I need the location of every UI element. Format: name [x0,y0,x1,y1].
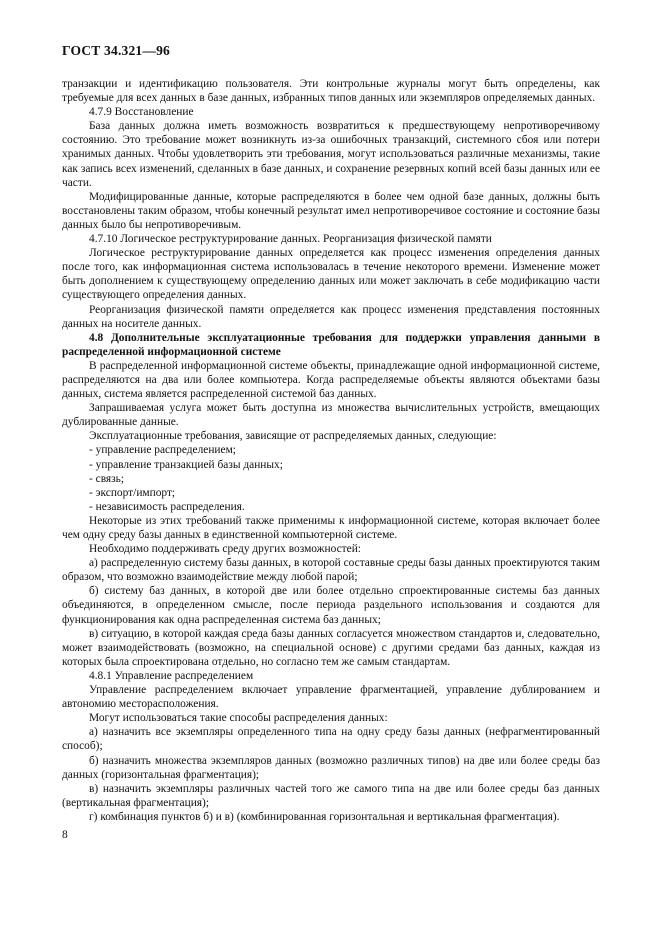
list-item: в) назначить экземпляры различных частей того же самого типа на две или более среды баз данных (вертикальная фрагментация); [62,782,600,809]
section-heading: 4.8.1 Управление распределением [89,669,254,682]
paragraph: Реорганизация физической памяти определяется как процесс изменения представления постоянных данных на носителе данных. [62,303,600,330]
list-item: б) назначить множества экземпляров данных (возможно различных типов) на две или более среды баз данных (горизонтальная фрагментация); [62,754,600,781]
paragraph: Необходимо поддерживать среду других возможностей: [89,543,361,556]
list-item: - связь; [89,472,125,485]
list-item: - независимость распределения. [89,500,245,513]
list-item: г) комбинация пунктов б) и в) (комбинированная горизонтальная и вертикальная фрагментация). [89,810,560,823]
paragraph: Могут использоваться такие способы распределения данных: [89,712,388,725]
paragraph: Модифицированные данные, которые распределяются в более чем одной базе данных, должны быть восстановлены таким образом, чтобы конечный результат имел непротиворечивое состояние и состояние базы данных было бы непротиворечивым. [62,190,600,231]
document-body [62,77,600,824]
list-item: а) распределенную систему базы данных, в которой составные среды базы данных проектируются таким образом, что возможно взаимодействие между любой парой; [62,557,600,584]
section-heading-bold: 4.8 Дополнительные эксплуатационные требования для поддержки управления данными в распределенной информационной системе [62,331,600,358]
list-item: а) назначить все экземпляры определенного типа на одну среду базы данных (нефрагментированный способ); [62,726,600,753]
list-item: - управление распределением; [89,444,236,457]
list-item: б) систему баз данных, в которой две или более отдельно спроектированные системы баз данных объединяются, в определенном смысле, после периода раздельного использования и создаются для функционирования как одна распределенная система баз данных; [62,585,600,626]
paragraph: Эксплуатационные требования, зависящие от распределяемых данных, следующие: [89,430,497,443]
section-heading: 4.7.10 Логическое реструктурирование данных. Реорганизация физической памяти [89,233,492,246]
list-item: - управление транзакцией базы данных; [89,458,283,471]
list-item: в) ситуацию, в которой каждая среда базы данных согласуется множеством стандартов и, следовательно, может взаимодействовать (возможно, на специальной основе) с другими средами баз данных, каждая из которых была спроектирована отдельно, но согласно тем же самым стандартам. [62,627,600,668]
paragraph: Некоторые из этих требований также применимы к информационной системе, которая включает более чем одну среду базы данных в единственной компьютерной системе. [62,514,600,541]
paragraph: База данных должна иметь возможность возвратиться к предшествующему непротиворечивому состоянию. Это требование может возникнуть из-за ошибочных транзакций, системного сбоя или потери хранимых данных. Чтобы удовлетворить эти требования, могут использоваться различные механизмы, такие как запись всех изменений, сделанных в базе данных, и сохранение резервных копий всей базы данных или ее части. [62,120,600,189]
paragraph: Логическое реструктурирование данных определяется как процесс изменения определения данных после того, как информационная система использовалась в течение некоторого времени. Изменение может быть дополнением к существующему определению данных или может заключать в себе модификацию части существующего определения данных. [62,247,600,302]
paragraph: Запрашиваемая услуга может быть доступна из множества вычислительных устройств, вмещающих дублированные данные. [62,402,600,429]
paragraph: В распределенной информационной системе объекты, принадлежащие одной информационной системе, распределяются на два или более компьютера. Когда распределяемые объекты являются объектами базы данных, система является распределенной системой баз данных. [62,359,600,401]
document-header: ГОСТ 34.321—96 [62,43,170,58]
paragraph: транзакции и идентификацию пользователя. Эти контрольные журналы могут быть определены, как требуемые для всех данных в базе данных, избранных типов данных или экземпляров определяемых данных. [62,78,600,105]
page-number: 8 [62,829,68,841]
section-heading: 4.7.9 Восстановление [89,106,194,119]
list-item: - экспорт/импорт; [89,486,176,499]
paragraph: Управление распределением включает управление фрагментацией, управление дублированием и автономию месторасположения. [62,684,600,711]
